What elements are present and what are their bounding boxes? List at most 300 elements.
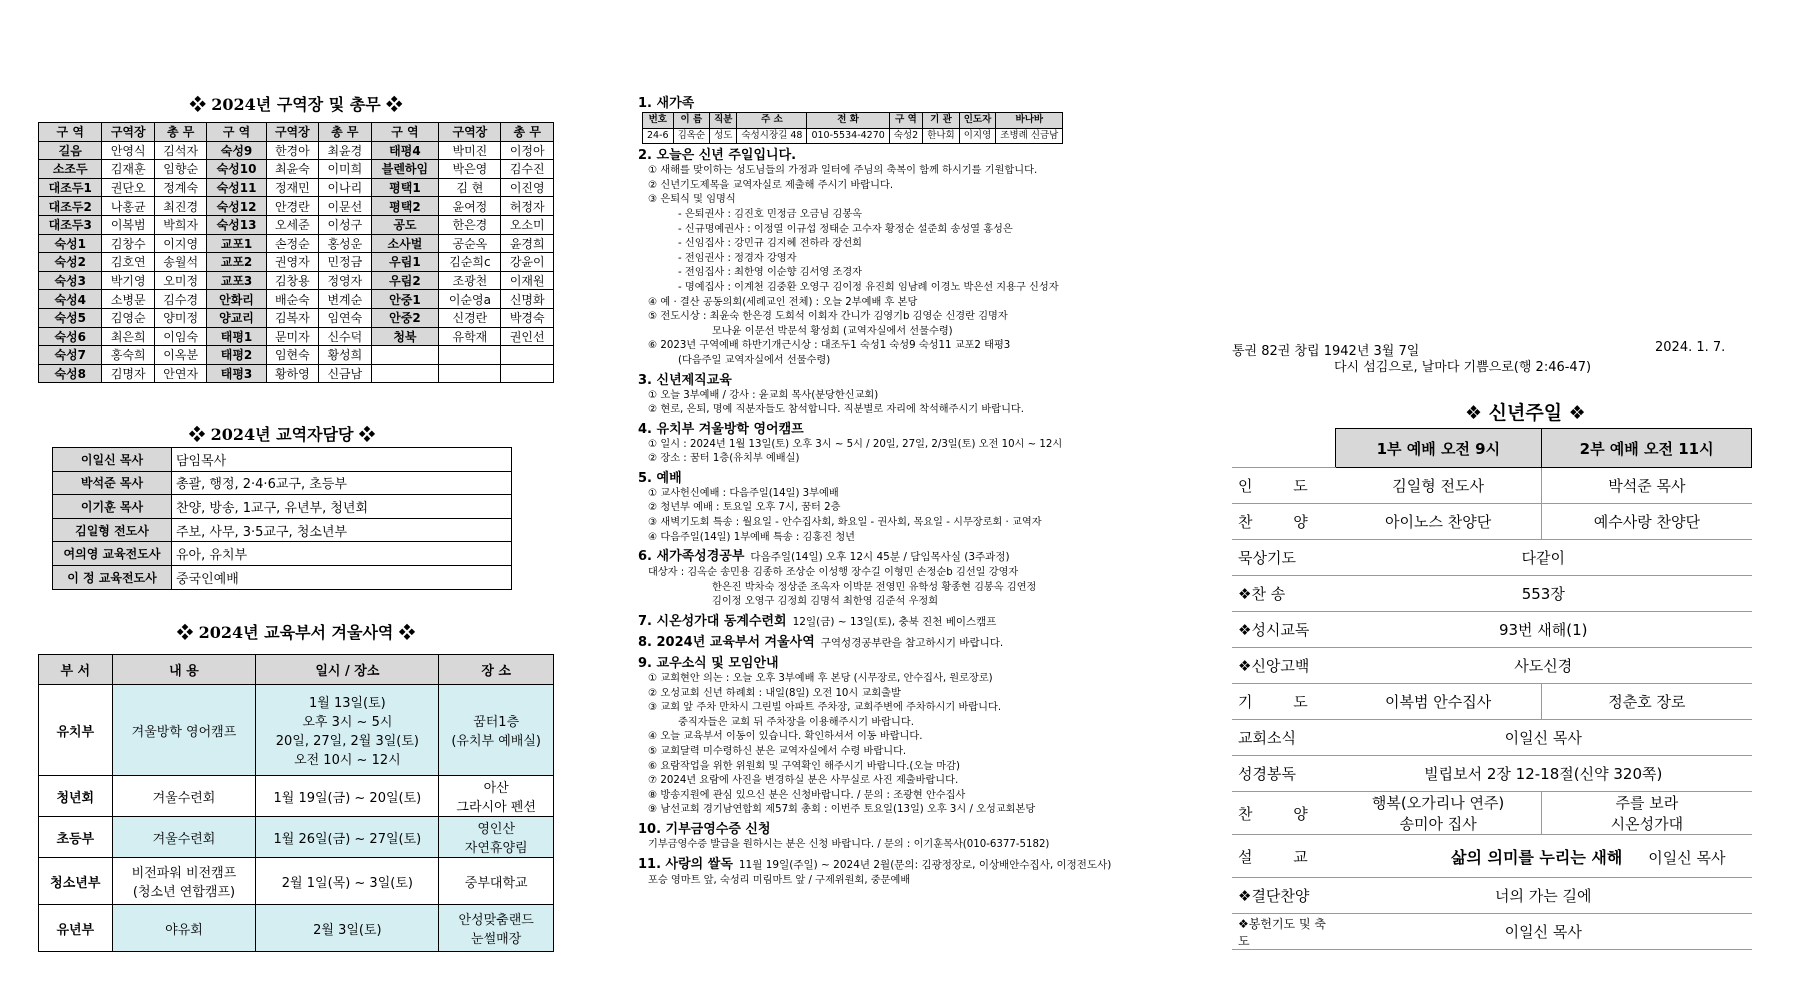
district-name: 교포3 <box>207 271 266 290</box>
winter-date: 1월 13일(토) 오후 3시 ~ 5시 20일, 27일, 2월 3일(토) 오전 10시 ~ 12시 <box>256 685 439 776</box>
district-name: 숙성10 <box>207 160 266 179</box>
district-name: 태평2 <box>207 346 266 365</box>
leader-name <box>439 346 501 365</box>
leaders-row <box>39 178 554 197</box>
staff-duty: 유아, 유치부 <box>172 542 512 566</box>
district-name: 숙성7 <box>39 346 102 365</box>
district-name: 숙성11 <box>207 178 266 197</box>
leaders-table <box>38 122 554 383</box>
service-label: 교회소식 <box>1232 720 1335 756</box>
leader-name: 김수경 <box>154 290 206 309</box>
leader-name: 한경아 <box>266 141 318 160</box>
leader-name: 이성구 <box>319 215 371 234</box>
leader-name: 이지영 <box>154 234 206 253</box>
winter-place: 영인산 자연휴양림 <box>439 817 554 858</box>
district-name: 소조두 <box>39 160 102 179</box>
notice-officer-education-title: 3. 신년제직교육 <box>638 372 732 388</box>
leader-name: 정계숙 <box>154 178 206 197</box>
leader-name: 이옥분 <box>154 346 206 365</box>
leader-name: 김 현 <box>439 178 501 197</box>
leaders-row <box>39 327 554 346</box>
district-name: 숙성3 <box>39 271 102 290</box>
leaders-row <box>39 290 554 309</box>
leader-name: 신경란 <box>439 308 501 327</box>
winter-row <box>39 817 554 858</box>
winter-place: 안성맞춤랜드 눈썰매장 <box>439 905 554 952</box>
district-name: 공도 <box>371 215 439 234</box>
leader-name: 양미정 <box>154 308 206 327</box>
leader-name: 최진경 <box>154 197 206 216</box>
notice-line: ③ 은퇴식 및 임명식 <box>648 194 736 206</box>
notice-english-camp-title: 4. 유치부 겨울방학 영어캠프 <box>638 421 804 437</box>
notice-line: 중직자들은 교회 뒤 주차장을 이용해주시기 바랍니다. <box>678 716 914 728</box>
winter-dept: 청년회 <box>39 776 113 817</box>
leader-name: 박은영 <box>439 160 501 179</box>
district-name: 블렌하임 <box>371 160 439 179</box>
district-name: 대조두2 <box>39 197 102 216</box>
district-name: 평택2 <box>371 197 439 216</box>
bulletin-motto: 다시 섬김으로, 날마다 기쁨으로(행 2:46-47) <box>1334 360 1592 375</box>
service-title: ❖ 신년주일 ❖ <box>1465 402 1586 424</box>
leader-name: 안경란 <box>266 197 318 216</box>
new-family-header: 전 화 <box>807 113 889 129</box>
notice-line: - 신임집사 : 강민규 김지혜 전하라 장선희 <box>678 238 862 250</box>
district-name: 숙성13 <box>207 215 266 234</box>
district-name: 교포1 <box>207 234 266 253</box>
staff-row <box>53 542 512 566</box>
new-family-header: 구 역 <box>889 113 922 129</box>
notice-bible-study-lines <box>638 566 1173 610</box>
staff-name: 이기훈 목사 <box>53 495 172 519</box>
leader-name: 김복자 <box>266 308 318 327</box>
new-family-header: 인도자 <box>959 113 996 129</box>
district-name: 안중2 <box>371 308 439 327</box>
leader-name: 오미정 <box>154 271 206 290</box>
winter-dept: 유년부 <box>39 905 113 952</box>
new-family-header: 이 름 <box>673 113 710 129</box>
winter-place: 아산 그라시아 펜션 <box>439 776 554 817</box>
notice-line: 포승 영마트 앞, 숙성리 미림마트 앞 / 구제위원회, 중문예배 <box>648 874 911 886</box>
district-name: 숙성5 <box>39 308 102 327</box>
leader-name: 변계순 <box>319 290 371 309</box>
leader-name: 문미자 <box>266 327 318 346</box>
service-2-value: 예수사랑 찬양단 <box>1542 504 1752 540</box>
notice-worship-title: 5. 예배 <box>638 470 682 486</box>
notice-line: - 전임집사 : 최한영 이순향 김서영 조경자 <box>678 267 862 279</box>
leaders-header: 구 역 <box>39 123 102 142</box>
leader-name: 배순숙 <box>266 290 318 309</box>
staff-row <box>53 495 512 519</box>
notice-line: - 은퇴권사 : 김진호 민정금 오금님 김봉옥 <box>678 208 862 220</box>
leader-name: 김명자 <box>102 364 154 383</box>
leader-name: 신금남 <box>319 364 371 383</box>
leader-name: 안영식 <box>102 141 154 160</box>
notices <box>638 92 1173 888</box>
service-row <box>1232 914 1752 950</box>
sermon-preacher: 이일신 목사 <box>1648 848 1726 867</box>
winter-date: 2월 1일(목) ~ 3일(토) <box>256 858 439 905</box>
leader-name: 임현숙 <box>266 346 318 365</box>
notice-line: ⑤ 전도시상 : 최윤숙 한은경 도희석 이회자 간니가 김영기b 김영순 신경란 김명자 <box>648 311 1008 323</box>
leader-name: 이미희 <box>319 160 371 179</box>
leader-name: 이나리 <box>319 178 371 197</box>
notice-line: ⑨ 남선교회 경기남연합회 제57회 총회 : 이번주 토요일(13일) 오후 3시 / 오성교회본당 <box>648 804 1036 816</box>
district-name: 숙성12 <box>207 197 266 216</box>
leaders-header: 구역장 <box>102 123 154 142</box>
winter-content: 야유회 <box>112 905 256 952</box>
notice-line: - 명예집사 : 이계천 김중환 오영구 김이정 유진희 임남례 이경노 박은선 지용구 신성자 <box>678 281 1059 293</box>
service-1-value: 김일형 전도사 <box>1335 468 1542 504</box>
staff-name: 김일형 전도사 <box>53 518 172 542</box>
notice-line: ② 장소 : 꿈터 1층(유치부 예배실) <box>648 453 800 465</box>
notice-worship-lines <box>638 487 1173 545</box>
leader-name: 김창용 <box>266 271 318 290</box>
district-name: 숙성8 <box>39 364 102 383</box>
staff-duty: 총괄, 행정, 2·4·6교구, 초등부 <box>172 471 512 495</box>
leader-name: 권단오 <box>102 178 154 197</box>
leader-name: 정영자 <box>319 271 371 290</box>
service-row <box>1232 720 1752 756</box>
notice-choir-retreat-title: 7. 시온성가대 동계수련회 12일(금) ~ 13일(토), 충북 진천 베이스캠프 <box>638 614 997 630</box>
service-label: 기 도 <box>1232 684 1335 720</box>
district-name: 우림1 <box>371 253 439 272</box>
district-name: 숙성1 <box>39 234 102 253</box>
notice-line: ② 오성교회 신년 하례회 : 내일(8일) 오전 10시 교회출발 <box>648 687 901 699</box>
winter-place: 중부대학교 <box>439 858 554 905</box>
new-family-cell: 숙성시장길 48 <box>737 128 807 144</box>
service-2-header: 2부 예배 오전 11시 <box>1542 429 1752 468</box>
notice-line: ② 신년기도제목을 교역자실로 제출해 주시기 바랍니다. <box>648 179 894 191</box>
service-1-value: 행복(오가리나 연주) 송미아 집사 <box>1335 792 1542 835</box>
leaders-row <box>39 364 554 383</box>
winter-date: 1월 19일(금) ~ 20일(토) <box>256 776 439 817</box>
district-name: 태평4 <box>371 141 439 160</box>
staff-name: 여의영 교육전도사 <box>53 542 172 566</box>
service-value: 빌립보서 2장 12-18절(신약 320쪽) <box>1335 756 1752 792</box>
leader-name: 유학재 <box>439 327 501 346</box>
leader-name: 황성희 <box>319 346 371 365</box>
leader-name: 임향순 <box>154 160 206 179</box>
notice-donation-receipt-title: 10. 기부금영수증 신청 <box>638 821 771 837</box>
notice-members-news-lines <box>638 672 1173 818</box>
notice-new-year-title: 2. 오늘은 신년 주일입니다. <box>638 148 797 164</box>
district-name: 양교리 <box>207 308 266 327</box>
leaders-row <box>39 141 554 160</box>
notice-line: ① 오늘 3부예배 / 강사 : 윤교희 목사(분당한신교회) <box>648 389 879 401</box>
leader-name: 임연숙 <box>319 308 371 327</box>
service-value: 다같이 <box>1335 540 1752 576</box>
district-name: 청북 <box>371 327 439 346</box>
service-row <box>1232 504 1752 540</box>
leader-name <box>501 346 554 365</box>
service-label: ❖결단찬양 <box>1232 878 1335 914</box>
new-family-table <box>642 112 1063 144</box>
district-name: 태평1 <box>207 327 266 346</box>
service-label: 찬 양 <box>1232 504 1335 540</box>
new-family-header: 기 관 <box>923 113 960 129</box>
service-label: 묵상기도 <box>1232 540 1335 576</box>
notice-line: ① 교사헌신예배 : 다음주일(14일) 3부예배 <box>648 487 839 499</box>
staff-duty: 주보, 사무, 3·5교구, 청소년부 <box>172 518 512 542</box>
leader-name: 오세준 <box>266 215 318 234</box>
winter-content: 겨울수련회 <box>112 776 256 817</box>
service-label: 설 교 <box>1232 835 1335 878</box>
notice-line: ④ 예 · 결산 공동의회(세례교인 전체) : 오늘 2부예배 후 본당 <box>648 296 918 308</box>
leader-name: 이진영 <box>501 178 554 197</box>
service-row <box>1232 835 1752 878</box>
leader-name: 이임숙 <box>154 327 206 346</box>
leaders-header: 총 무 <box>501 123 554 142</box>
leaders-row <box>39 271 554 290</box>
leaders-header: 총 무 <box>154 123 206 142</box>
notice-line: ④ 오늘 교육부서 이동이 있습니다. 확인하셔서 이동 바랍니다. <box>648 731 923 743</box>
leader-name: 조광천 <box>439 271 501 290</box>
notice-line: - 전임권사 : 정경자 강영자 <box>678 252 797 264</box>
district-name: 숙성2 <box>39 253 102 272</box>
leader-name: 박기영 <box>102 271 154 290</box>
new-family-header: 직분 <box>710 113 737 129</box>
leader-name: 최은희 <box>102 327 154 346</box>
leader-name <box>501 364 554 383</box>
new-family-cell: 24-6 <box>643 128 674 144</box>
leader-name: 윤여정 <box>439 197 501 216</box>
district-name: 우림2 <box>371 271 439 290</box>
new-family-cell: 숙성2 <box>889 128 922 144</box>
notice-line: ⑧ 방송지원에 관심 있으신 분은 신청바랍니다. / 문의 : 조광현 안수집사 <box>648 789 966 801</box>
notice-line: ⑥ 요람작업을 위한 위원회 및 구역확인 해주시기 바랍니다.(오늘 마감) <box>648 760 960 772</box>
service-row <box>1232 540 1752 576</box>
service-row <box>1232 612 1752 648</box>
leader-name: 송월석 <box>154 253 206 272</box>
district-name: 평택1 <box>371 178 439 197</box>
notice-line: ② 현로, 은퇴, 명예 직분자들도 참석합니다. 직분별로 자리에 착석해주시기 바랍니다. <box>648 404 1024 416</box>
leader-name <box>439 364 501 383</box>
new-family-cell: 010-5534-4270 <box>807 128 889 144</box>
service-1-value: 아이노스 찬양단 <box>1335 504 1542 540</box>
new-family-cell: 한나회 <box>923 128 960 144</box>
service-label: ❖성시교독 <box>1232 612 1335 648</box>
notice-rice-jar-title: 11. 사랑의 쌀독 11월 19일(주일) ~ 2024년 2월(문의: 김광정장로, 이상배안수집사, 이정전도사) <box>638 856 1112 872</box>
staff-table <box>52 447 512 590</box>
bulletin-volume: 통권 82권 창립 1942년 3월 7일 <box>1232 344 1420 359</box>
bulletin-date: 2024. 1. 7. <box>1655 340 1726 355</box>
notice-line: ⑤ 교회달력 미수령하신 분은 교역자실에서 수령 바랍니다. <box>648 746 907 757</box>
leaders-header: 구역장 <box>439 123 501 142</box>
notice-line: ⑦ 2024년 요람에 사진을 변경하실 분은 사무실로 사진 제출바랍니다. <box>648 775 959 787</box>
service-row <box>1232 468 1752 504</box>
notice-line: 한은진 박차숙 정상준 조옥자 이박문 전영민 유학성 황종현 김봉옥 김연정 <box>712 581 1037 593</box>
leader-name: 정재민 <box>266 178 318 197</box>
leaders-header: 총 무 <box>319 123 371 142</box>
leader-name: 이문선 <box>319 197 371 216</box>
service-value: 이일신 목사 <box>1335 914 1752 950</box>
staff-row <box>53 565 512 589</box>
service-1-value: 이복범 안수집사 <box>1335 684 1542 720</box>
leader-name: 신수덕 <box>319 327 371 346</box>
notice-line: ④ 다음주일(14일) 1부예배 특송 : 김홍진 청년 <box>648 531 856 543</box>
service-row <box>1232 792 1752 835</box>
service-row <box>1232 684 1752 720</box>
staff-title: ❖ 2024년 교역자담당 ❖ <box>189 425 375 444</box>
staff-duty: 중국인예배 <box>172 565 512 589</box>
district-name: 숙성9 <box>207 141 266 160</box>
staff-duty: 담임목사 <box>172 448 512 472</box>
leaders-row <box>39 308 554 327</box>
leader-name: 안연자 <box>154 364 206 383</box>
leader-name: 최윤경 <box>319 141 371 160</box>
leaders-row <box>39 234 554 253</box>
leader-name: 나홍균 <box>102 197 154 216</box>
sermon-title: 삶의 의미를 누리는 새해 <box>1451 847 1623 867</box>
service-label: ❖찬 송 <box>1232 576 1335 612</box>
leader-name: 김수진 <box>501 160 554 179</box>
leaders-row <box>39 215 554 234</box>
notice-line: ③ 새벽기도회 특송 : 월요일 - 안수집사회, 화요일 - 권사회, 목요일 - 시무장로회 · 교역자 <box>648 517 1042 529</box>
staff-row <box>53 448 512 472</box>
notice-officer-education-lines <box>638 389 1173 418</box>
notice-line: ③ 교회 앞 주차 만차시 그린빌 아파트 주차장, 교회주변에 주차하시기 바랍니다. <box>648 702 1002 714</box>
notice-new-year-lines <box>638 164 1173 368</box>
notice-line: - 신규명예권사 : 이정열 이규섭 정태순 고수자 황정순 설준희 송성열 홍성은 <box>678 223 1013 235</box>
service-label: ❖봉헌기도 및 축도 <box>1232 914 1335 950</box>
service-row <box>1232 878 1752 914</box>
district-name: 교포2 <box>207 253 266 272</box>
winter-header: 내 용 <box>112 655 256 685</box>
winter-date: 2월 3일(토) <box>256 905 439 952</box>
district-name: 소사벌 <box>371 234 439 253</box>
service-value: 너의 가는 길에 <box>1335 878 1752 914</box>
leader-name: 최윤숙 <box>266 160 318 179</box>
leader-name: 김재훈 <box>102 160 154 179</box>
leader-name: 김호연 <box>102 253 154 272</box>
new-family-cell: 김옥순 <box>673 128 710 144</box>
leaders-header: 구 역 <box>371 123 439 142</box>
new-family-header: 번호 <box>643 113 674 129</box>
notice-new-family-title: 1. 새가족 <box>638 96 695 111</box>
service-label: ❖신앙고백 <box>1232 648 1335 684</box>
leader-name: 박경숙 <box>501 308 554 327</box>
leader-name: 박미진 <box>439 141 501 160</box>
district-name: 대조두1 <box>39 178 102 197</box>
leader-name: 권인선 <box>501 327 554 346</box>
notice-line: 기부금영수증 발급을 원하시는 분은 신청 바랍니다. / 문의 : 이기훈목사(010-6377-5182) <box>648 838 1050 850</box>
notice-line: 모나윤 이문선 박문석 황성희 (교역자실에서 선물수령) <box>712 325 953 337</box>
new-family-cell: 조병례 신금남 <box>996 128 1063 144</box>
service-order-table <box>1232 428 1752 950</box>
leader-name: 신명화 <box>501 290 554 309</box>
winter-row <box>39 685 554 776</box>
winter-row <box>39 858 554 905</box>
service-row <box>1232 576 1752 612</box>
leader-name: 오소미 <box>501 215 554 234</box>
staff-name: 이 정 교육전도사 <box>53 565 172 589</box>
notice-winter-ministry-title: 8. 2024년 교육부서 겨울사역 구역성경공부란을 참고하시기 바랍니다. <box>638 635 1004 651</box>
service-2-value: 박석준 목사 <box>1542 468 1752 504</box>
notice-line: ① 일시 : 2024년 1월 13일(토) 오후 3시 ~ 5시 / 20일, 27일, 2/3일(토) 오전 10시 ~ 12시 <box>648 438 1063 450</box>
notice-line: ① 교회현안 의논 : 오늘 오후 3부예배 후 본당 (시무장로, 안수집사, 원로장로) <box>648 673 993 685</box>
service-row <box>1232 756 1752 792</box>
winter-title: ❖ 2024년 교육부서 겨울사역 ❖ <box>177 623 415 642</box>
winter-dept: 초등부 <box>39 817 113 858</box>
winter-header: 부 서 <box>39 655 113 685</box>
service-row <box>1232 648 1752 684</box>
district-name: 길음 <box>39 141 102 160</box>
district-name: 태평3 <box>207 364 266 383</box>
service-label: 찬 양 <box>1232 792 1335 835</box>
winter-header: 장 소 <box>439 655 554 685</box>
leaders-header: 구역장 <box>266 123 318 142</box>
new-family-header: 주 소 <box>737 113 807 129</box>
service-value: 553장 <box>1335 576 1752 612</box>
leader-name: 강윤이 <box>501 253 554 272</box>
winter-header: 일시 / 장소 <box>256 655 439 685</box>
leader-name: 이복범 <box>102 215 154 234</box>
new-family-cell: 성도 <box>710 128 737 144</box>
leader-name: 소병문 <box>102 290 154 309</box>
service-value: 사도신경 <box>1335 648 1752 684</box>
notice-english-camp-lines <box>638 438 1173 467</box>
district-name <box>371 364 439 383</box>
winter-dept: 청소년부 <box>39 858 113 905</box>
notice-line: ① 새해를 맞이하는 성도님들의 가정과 일터에 주님의 축복이 함께 하시기를 기원합니다. <box>648 165 1038 177</box>
notice-donation-receipt-lines <box>638 838 1173 853</box>
leader-name: 이순영a <box>439 290 501 309</box>
leaders-row <box>39 197 554 216</box>
winter-place: 꿈터1층 (유치부 예배실) <box>439 685 554 776</box>
leader-name: 공순옥 <box>439 234 501 253</box>
notice-rice-jar-lines <box>638 874 1173 889</box>
leaders-row <box>39 160 554 179</box>
leader-name: 민정금 <box>319 253 371 272</box>
notice-bible-study-title: 6. 새가족성경공부 다음주일(14일) 오후 12시 45분 / 담임목사실 (3주과정) <box>638 549 1010 565</box>
leader-name: 홍숙희 <box>102 346 154 365</box>
leader-name: 홍성운 <box>319 234 371 253</box>
leader-name: 김석자 <box>154 141 206 160</box>
winter-content: 겨울방학 영어캠프 <box>112 685 256 776</box>
district-name: 숙성6 <box>39 327 102 346</box>
district-name <box>371 346 439 365</box>
notice-line: ② 청년부 예배 : 토요일 오후 7시, 꿈터 2층 <box>648 502 841 514</box>
leader-name: 김창수 <box>102 234 154 253</box>
leader-name: 권영자 <box>266 253 318 272</box>
service-label: 인 도 <box>1232 468 1335 504</box>
notice-line: 대상자 : 김옥순 송민용 김종하 조상순 이성행 장수길 이형민 손정순b 김선일 강영자 <box>648 567 1019 579</box>
leader-name: 이재원 <box>501 271 554 290</box>
winter-table <box>38 654 554 952</box>
winter-dept: 유치부 <box>39 685 113 776</box>
staff-row <box>53 518 512 542</box>
district-name: 숙성4 <box>39 290 102 309</box>
leaders-row <box>39 346 554 365</box>
leader-name: 허정자 <box>501 197 554 216</box>
new-family-cell: 이지영 <box>959 128 996 144</box>
staff-row <box>53 471 512 495</box>
leader-name: 김순희c <box>439 253 501 272</box>
staff-duty: 찬양, 방송, 1교구, 유년부, 청년회 <box>172 495 512 519</box>
winter-content: 비전파워 비전캠프 (청소년 연합캠프) <box>112 858 256 905</box>
new-family-header: 바나바 <box>996 113 1063 129</box>
staff-name: 박석준 목사 <box>53 471 172 495</box>
winter-row <box>39 905 554 952</box>
winter-row <box>39 776 554 817</box>
leader-name: 윤경희 <box>501 234 554 253</box>
service-1-header: 1부 예배 오전 9시 <box>1335 429 1542 468</box>
leaders-row <box>39 253 554 272</box>
leaders-header: 구 역 <box>207 123 266 142</box>
winter-content: 겨울수련회 <box>112 817 256 858</box>
staff-name: 이일신 목사 <box>53 448 172 472</box>
district-name: 대조두3 <box>39 215 102 234</box>
